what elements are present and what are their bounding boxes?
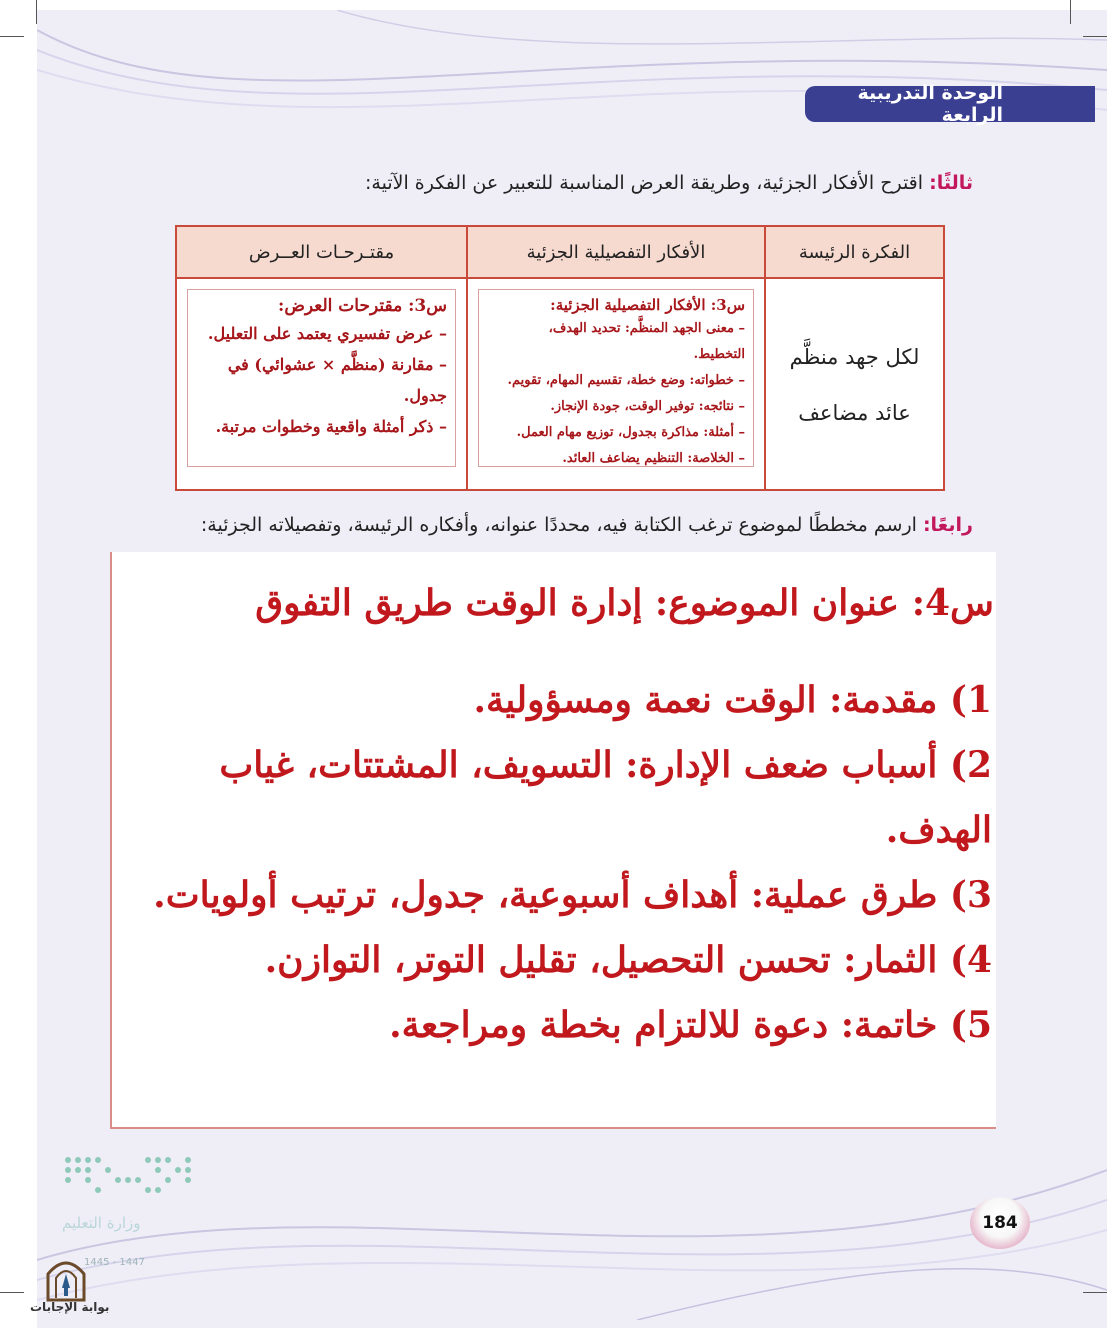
crop-mark <box>1083 36 1107 37</box>
details-title: س3: الأفكار التفصيلية الجزئية: <box>550 296 745 314</box>
outline-item: 1) مقدمة: الوقت نعمة ومسؤولية. <box>473 679 992 721</box>
suggestions-line: – ذكر أمثلة واقعية وخطوات مرتبة. <box>215 417 447 436</box>
main-idea-line: لكل جهد منظَّم <box>789 345 920 369</box>
ministry-name: وزارة التعليم <box>62 1214 141 1232</box>
suggestions-title: س3: مقترحات العرض: <box>278 296 447 316</box>
details-line: – نتائجه: توفير الوقت، جودة الإنجاز. <box>550 399 745 414</box>
header-suggestions: مقتـرحـات العــرض <box>176 226 467 278</box>
outline-item: 3) طرق عملية: أهداف أسبوعية، جدول، ترتيب أولويات. <box>153 874 992 916</box>
main-idea-line: عائد مضاعف <box>798 401 911 425</box>
suggestions-cell <box>176 278 467 490</box>
section4-instruction <box>201 514 973 536</box>
details-line: – أمثلة: مذاكرة بجدول، توزيع مهام العمل. <box>516 425 745 440</box>
details-line: التخطيط. <box>693 347 745 362</box>
crop-mark <box>0 36 24 37</box>
outline-answer-box <box>110 552 996 1129</box>
unit-title-badge: الوحدة التدريبية الرابعة <box>805 86 1095 122</box>
section4-lead: رابعًا: <box>922 514 973 536</box>
site-logo-icon <box>42 1252 90 1302</box>
crop-mark <box>1070 0 1071 24</box>
ministry-logo-icon <box>60 1152 200 1252</box>
page-number: 184 <box>970 1197 1030 1249</box>
details-line: – الخلاصة: التنظيم يضاعف العائد. <box>562 451 745 466</box>
details-answer-box <box>478 289 754 467</box>
section3-instruction <box>365 172 973 194</box>
crop-mark <box>1083 1292 1107 1293</box>
ministry-year: 1445 - 1447 <box>84 1257 145 1268</box>
suggestions-answer-box <box>187 289 456 467</box>
outline-item: 4) الثمار: تحسن التحصيل، تقليل التوتر، التوازن. <box>264 939 992 981</box>
section4-text: ارسم مخططًا لموضوع ترغب الكتابة فيه، محددًا عنوانه، وأفكاره الرئيسة، وتفصيلاته الجزئية: <box>200 514 917 536</box>
main-idea-text <box>776 329 933 441</box>
section3-lead: ثالثًا: <box>929 172 973 194</box>
outline-item: 5) خاتمة: دعوة للالتزام بخطة ومراجعة. <box>389 1004 992 1046</box>
ideas-table <box>175 225 945 491</box>
site-name: بوابة الإجابات <box>30 1300 110 1314</box>
crop-mark <box>0 1292 24 1293</box>
main-idea-cell <box>765 278 944 490</box>
details-line: – معنى الجهد المنظَّم: تحديد الهدف، <box>548 321 745 336</box>
header-details: الأفكار التفصيلية الجزئية <box>467 226 765 278</box>
outline-heading: س4: عنوان الموضوع: إدارة الوقت طريق التفوق <box>255 582 994 624</box>
suggestions-line: – عرض تفسيري يعتمد على التعليل. <box>207 324 447 343</box>
details-cell <box>467 278 765 490</box>
section3-text: اقترح الأفكار الجزئية، وطريقة العرض المناسبة للتعبير عن الفكرة الآتية: <box>365 172 924 194</box>
suggestions-line: – مقارنة (منظَّم × عشوائي) في جدول. <box>227 355 447 405</box>
details-line: – خطواته: وضع خطة، تقسيم المهام، تقويم. <box>507 373 745 388</box>
header-main-idea: الفكرة الرئيسة <box>765 226 944 278</box>
crop-mark <box>36 0 37 24</box>
outline-item: 2) أسباب ضعف الإدارة: التسويف، المشتتات، غياب الهدف. <box>219 744 992 851</box>
